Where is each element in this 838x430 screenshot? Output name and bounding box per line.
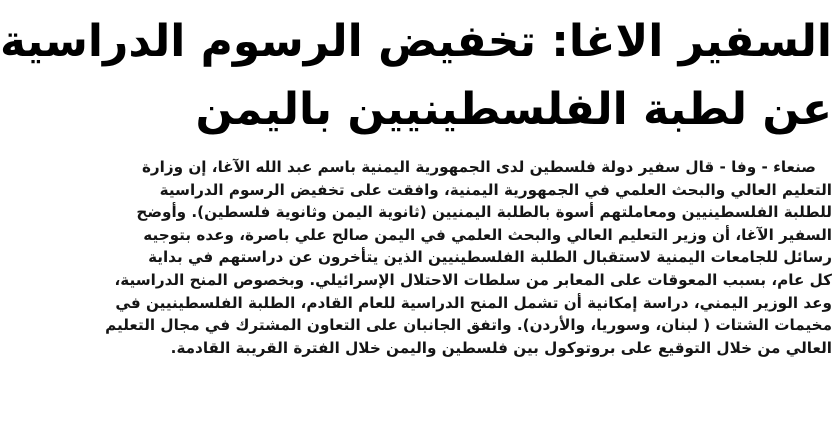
body-line: العالي من خلال التوقيع على بروتوكول بين فلسطين واليمن خلال الفترة القريبة القادمة. [170,338,832,357]
body-line: مخيمات الشتات ( لبنان، وسوريا، والأردن). واتفق الجانبان على التعاون المشترك في مجال التعليم [105,316,832,335]
body-line: السفير الآغا، أن وزير التعليم العالي والبحث العلمي في اليمن صالح علي باصرة، وعده بتوجيه [143,225,832,244]
body-line: كل عام، بسبب المعوقات على المعابر من سلطات الاحتلال الإسرائيلي. وبخصوص المنح الدراسية، [114,270,832,289]
headline-line-1: السفير الاغا: تخفيض الرسوم الدراسية [0,16,832,67]
body-line: رسائل للجامعات اليمنية لاستقبال الطلبة الفلسطينيين الذين يتأخرون عن دراستهم في بداية [148,248,832,267]
headline-line-2: عن لطبة الفلسطينيين باليمن [195,84,832,135]
body-line: صنعاء - وفا - قال سفير دولة فلسطين لدى الجمهورية اليمنية باسم عبد الله الآغا، إن وزارة [141,158,816,176]
body-line: للطلبة الفلسطينيين ومعاملتهم أسوة بالطلبة اليمنيين (ثانوية اليمن وثانوية فلسطين). وأوضح [136,203,832,222]
body-line: التعليم العالي والبحث العلمي في الجمهورية اليمنية، وافقت على تخفيض الرسوم الدراسية [159,180,832,199]
headline [0,8,832,144]
article-body [105,156,832,359]
body-line: وعد الوزير اليمني، دراسة إمكانية أن تشمل المنح الدراسية للعام القادم، الطلبة الفلسطينيين في [115,293,832,312]
